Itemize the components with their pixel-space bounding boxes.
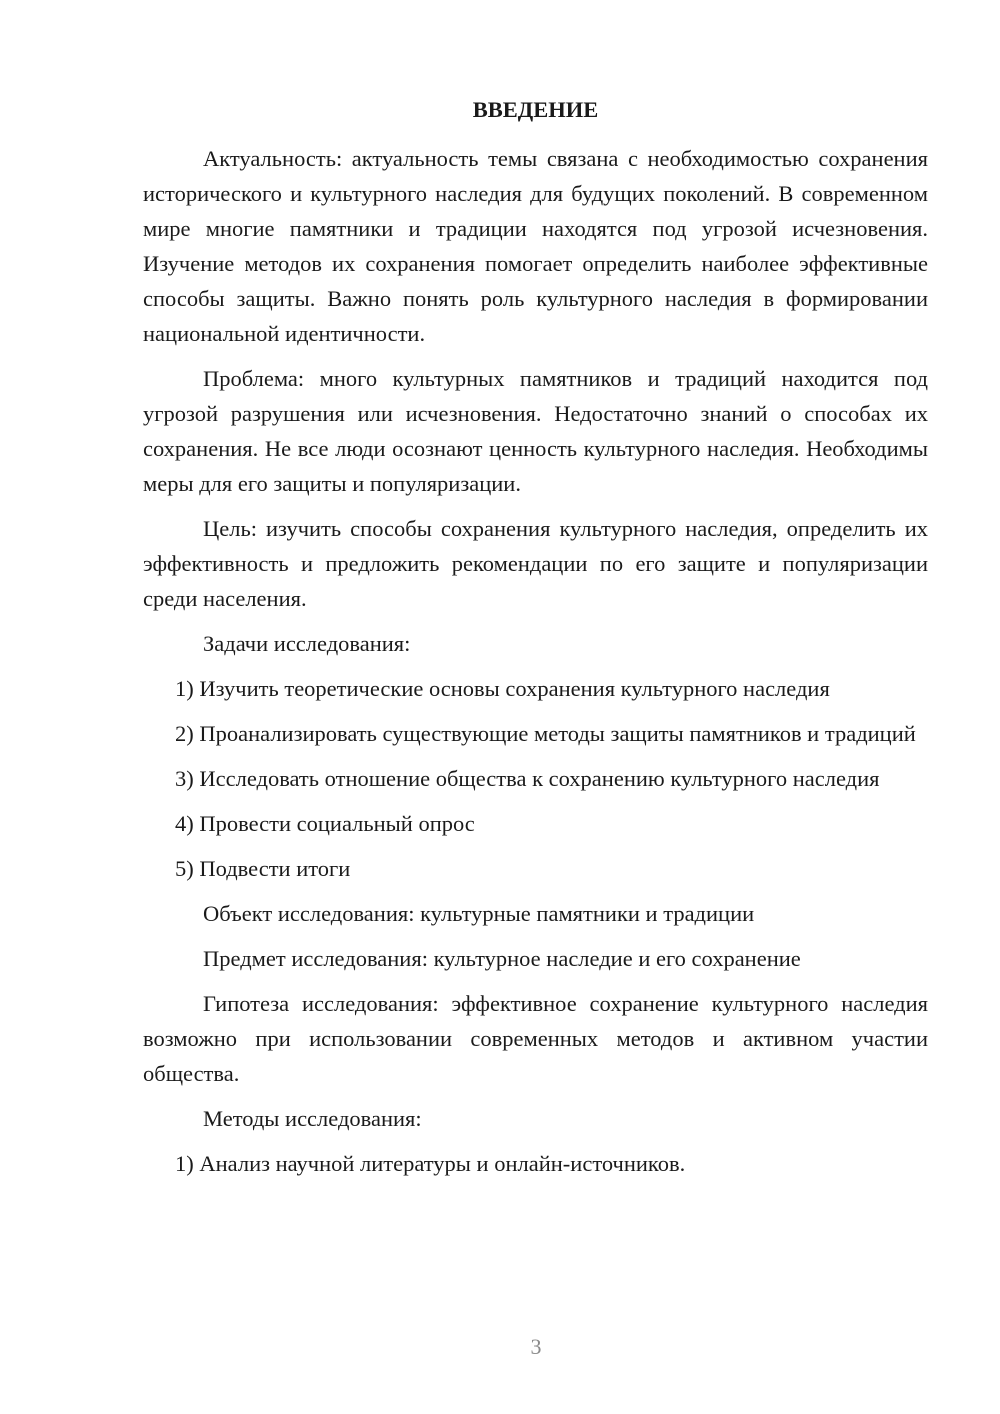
relevance-paragraph: Актуальность: актуальность темы связана с необходимостью сохранения исторического и культурного наследия для будущих поколений. В современном мире многие памятники и традиции находятся под угрозой исчезновения. Изучение методов их сохранения помогает определить наиболее эффективные способы защиты. Важно понять роль культурного наследия в формировании национальной идентичности.: [143, 146, 928, 346]
task-item: 4) Провести социальный опрос: [175, 811, 475, 836]
tasks-heading: Задачи исследования:: [203, 631, 411, 656]
hypothesis-paragraph: Гипотеза исследования: эффективное сохранение культурного наследия возможно при использовании современных методов и активном участии общества.: [143, 991, 928, 1086]
section-heading: ВВЕДЕНИЕ: [472, 97, 599, 122]
goal-paragraph: Цель: изучить способы сохранения культурного наследия, определить их эффективность и предложить рекомендации по его защите и популяризации среди населения.: [143, 516, 928, 611]
problem-paragraph: Проблема: много культурных памятников и традиций находится под угрозой разрушения или исчезновения. Недостаточно знаний о способах их сохранения. Не все люди осознают ценность культурного наследия. Необходимы меры для его защиты и популяризации.: [143, 366, 928, 496]
object-paragraph: Объект исследования: культурные памятники и традиции: [203, 901, 755, 926]
task-item: 1) Изучить теоретические основы сохранения культурного наследия: [175, 676, 830, 701]
methods-heading: Методы исследования:: [203, 1106, 422, 1131]
task-item: 3) Исследовать отношение общества к сохранению культурного наследия: [175, 766, 880, 791]
page-content: [143, 95, 928, 1191]
task-item: 2) Проанализировать существующие методы защиты памятников и традиций: [175, 721, 916, 746]
subject-paragraph: Предмет исследования: культурное наследие и его сохранение: [203, 946, 801, 971]
method-item: 1) Анализ научной литературы и онлайн-источников.: [175, 1151, 686, 1176]
page-number: 3: [530, 1334, 542, 1359]
task-item: 5) Подвести итоги: [175, 856, 351, 881]
